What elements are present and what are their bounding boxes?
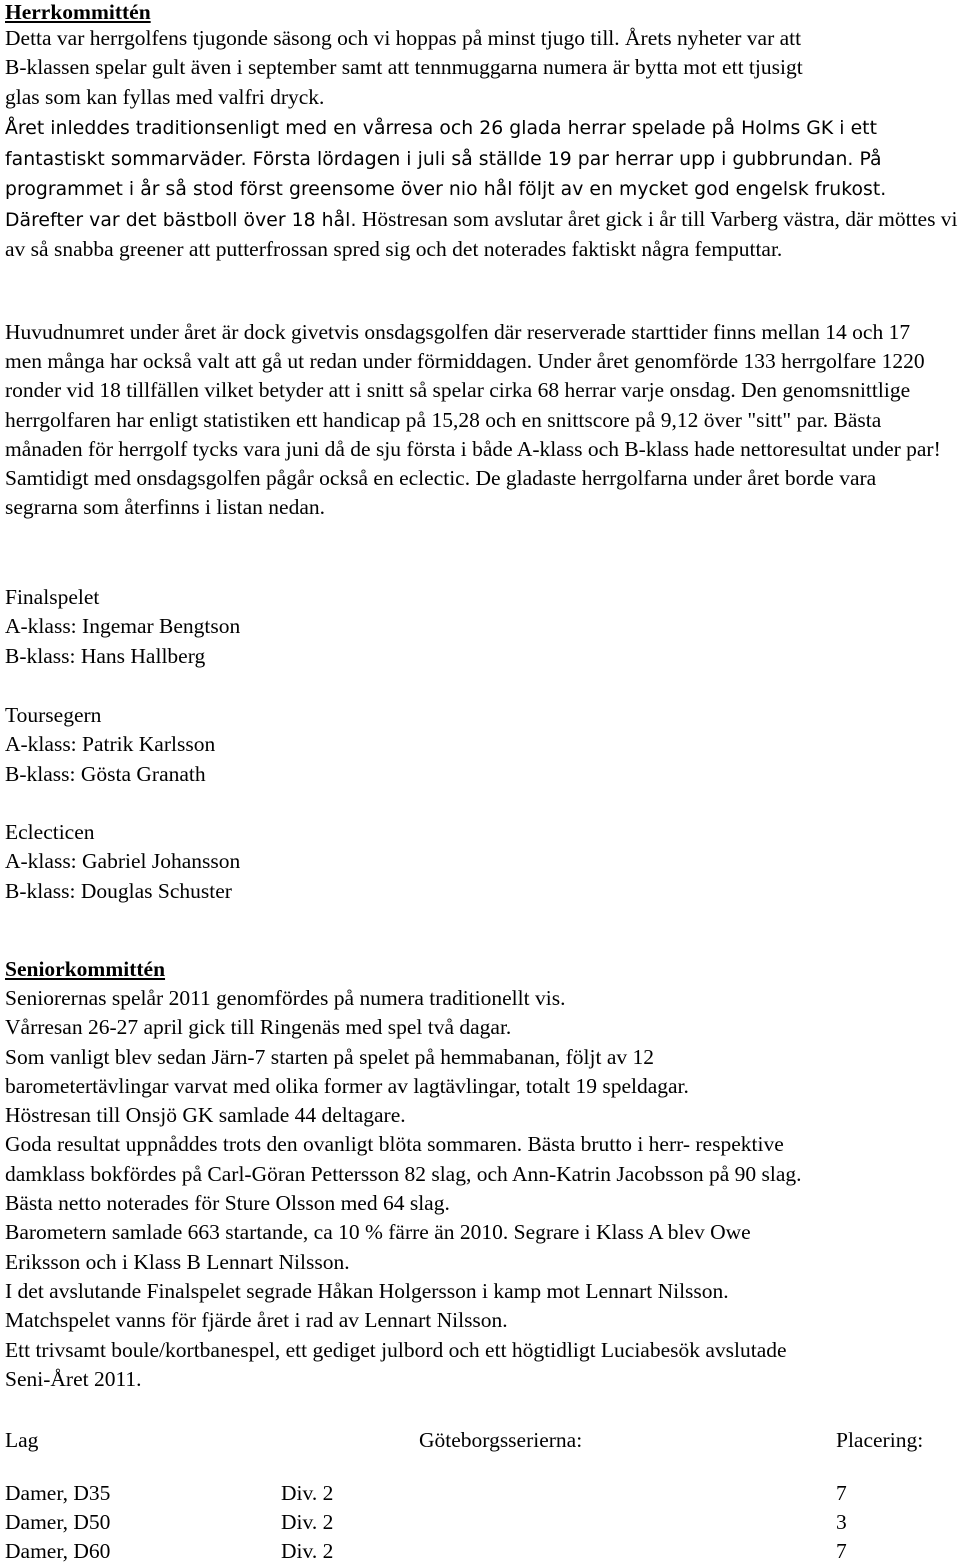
herr-paragraph-1 xyxy=(5,113,960,265)
senior-line: I det avslutande Finalspelet segrade Håkan Holgersson i kamp mot Lennart Nilsson. xyxy=(5,1278,729,1303)
senior-line: Vårresan 26-27 april gick till Ringenäs med spel två dagar. xyxy=(5,1015,512,1040)
table-header-placering: Placering: xyxy=(836,1428,924,1452)
herr-paragraph-1-sans: Året inleddes traditionsenligt med en vårresa och 26 glada herrar spelade på Holms GK i ett fantastiskt sommarväder. Första lördagen i juli så ställde 19 par herrar upp i gubbrundan. På programmet i år så stod först greensome över nio hål följt av en mycket god engelsk frukost. Därefter var det bästboll över 18 hål. xyxy=(5,118,887,231)
herr-intro-line: Detta var herrgolfens tjugonde säsong och vi hoppas på minst tjugo till. Årets nyheter var att xyxy=(5,26,802,50)
table-cell-placering: 7 xyxy=(836,1539,847,1563)
senior-line: barometertävlingar varvat med olika former av lagtävlingar, totalt 19 speldagar. xyxy=(5,1073,689,1098)
table-cell-lag: Damer, D60 xyxy=(5,1539,111,1563)
table-cell-div: Div. 2 xyxy=(281,1481,334,1505)
senior-line: Seni-Året 2011. xyxy=(5,1366,142,1391)
senior-line: Bästa netto noterades för Sture Olsson med 64 slag. xyxy=(5,1191,450,1216)
table-cell-div: Div. 2 xyxy=(281,1539,334,1563)
senior-heading: Seniorkommittén xyxy=(5,957,166,981)
herr-heading: Herrkommittén xyxy=(5,0,151,24)
senior-line: Som vanligt blev sedan Järn-7 starten på spelet på hemmabanan, följt av 12 xyxy=(5,1044,654,1069)
winners-b: B-klass: Hans Hallberg xyxy=(5,643,206,668)
table-header-lag: Lag xyxy=(5,1428,39,1452)
winners-toursegern xyxy=(5,701,215,789)
table-cell-placering: 3 xyxy=(836,1510,847,1534)
senior-line: Ett trivsamt boule/kortbanespel, ett gediget julbord och ett högtidligt Luciabesök avslutade xyxy=(5,1337,787,1362)
herr-paragraph-1-serif: Höstresan som avslutar året gick i år till Varberg västra, där möttes vi av så snabba greener att putterfrossan spred sig och det noterades faktiskt några femputtar. xyxy=(5,206,958,261)
winners-a: A-klass: Ingemar Bengtson xyxy=(5,614,241,639)
winners-title: Eclecticen xyxy=(5,820,95,844)
table-cell-placering: 7 xyxy=(836,1481,847,1505)
senior-line: Eriksson och i Klass B Lennart Nilsson. xyxy=(5,1249,350,1274)
table-cell-lag: Damer, D50 xyxy=(5,1510,111,1534)
winners-eclecticen xyxy=(5,818,240,906)
senior-line: Höstresan till Onsjö GK samlade 44 deltagare. xyxy=(5,1103,406,1128)
herr-intro-line: glas som kan fyllas med valfri dryck. xyxy=(5,84,325,109)
senior-lines xyxy=(5,984,802,1394)
winners-b: B-klass: Douglas Schuster xyxy=(5,878,232,903)
senior-line: Barometern samlade 663 startande, ca 10 % färre än 2010. Segrare i Klass A blev Owe xyxy=(5,1220,751,1245)
herr-paragraph-2: Huvudnumret under året är dock givetvis onsdagsgolfen där reserverade starttider finns mellan 14 och 17 men många har också valt att gå ut redan under förmiddagen. Under året genomförde 133 herrgolfare 1220 ronder vid 18 tillfällen vilket betyder att i snitt så spelar cirka 68 herrar varje onsdag. Den genomsnittlige herrgolfaren har enligt statistiken ett handicap på 15,28 och en snittscore på 9,12 över "sitt" par. Bästa månaden för herrgolf tycks vara juni då de sju första i både A-klass och B-klass hade nettoresultat under par! Samtidigt med onsdagsgolfen pågår också en eclectic. De gladaste herrgolfarna under året borde vara segrarna som återfinns i listan nedan. xyxy=(5,320,941,520)
senior-line: Seniorernas spelår 2011 genomfördes på numera traditionellt vis. xyxy=(5,986,566,1010)
winners-title: Finalspelet xyxy=(5,585,100,609)
winners-finalspelet xyxy=(5,583,240,671)
table-cell-lag: Damer, D35 xyxy=(5,1481,111,1505)
senior-section xyxy=(5,957,802,1394)
winners-a: A-klass: Patrik Karlsson xyxy=(5,732,216,757)
senior-line: Goda resultat uppnåddes trots den ovanligt blöta sommaren. Bästa brutto i herr- respektive xyxy=(5,1132,784,1157)
winners-title: Toursegern xyxy=(5,703,102,727)
herr-intro-line: B-klassen spelar gult även i september samt att tennmuggarna numera är bytta mot ett tjusigt xyxy=(5,55,803,80)
table-cell-div: Div. 2 xyxy=(281,1510,334,1534)
winners-b: B-klass: Gösta Granath xyxy=(5,761,206,786)
winners-a: A-klass: Gabriel Johansson xyxy=(5,849,241,874)
table-header-serie: Göteborgsserierna: xyxy=(419,1428,583,1452)
senior-line: damklass bokfördes på Carl-Göran Pettersson 82 slag, och Ann-Katrin Jacobsson på 90 slag. xyxy=(5,1161,802,1186)
senior-line: Matchspelet vanns för fjärde året i rad av Lennart Nilsson. xyxy=(5,1308,508,1333)
